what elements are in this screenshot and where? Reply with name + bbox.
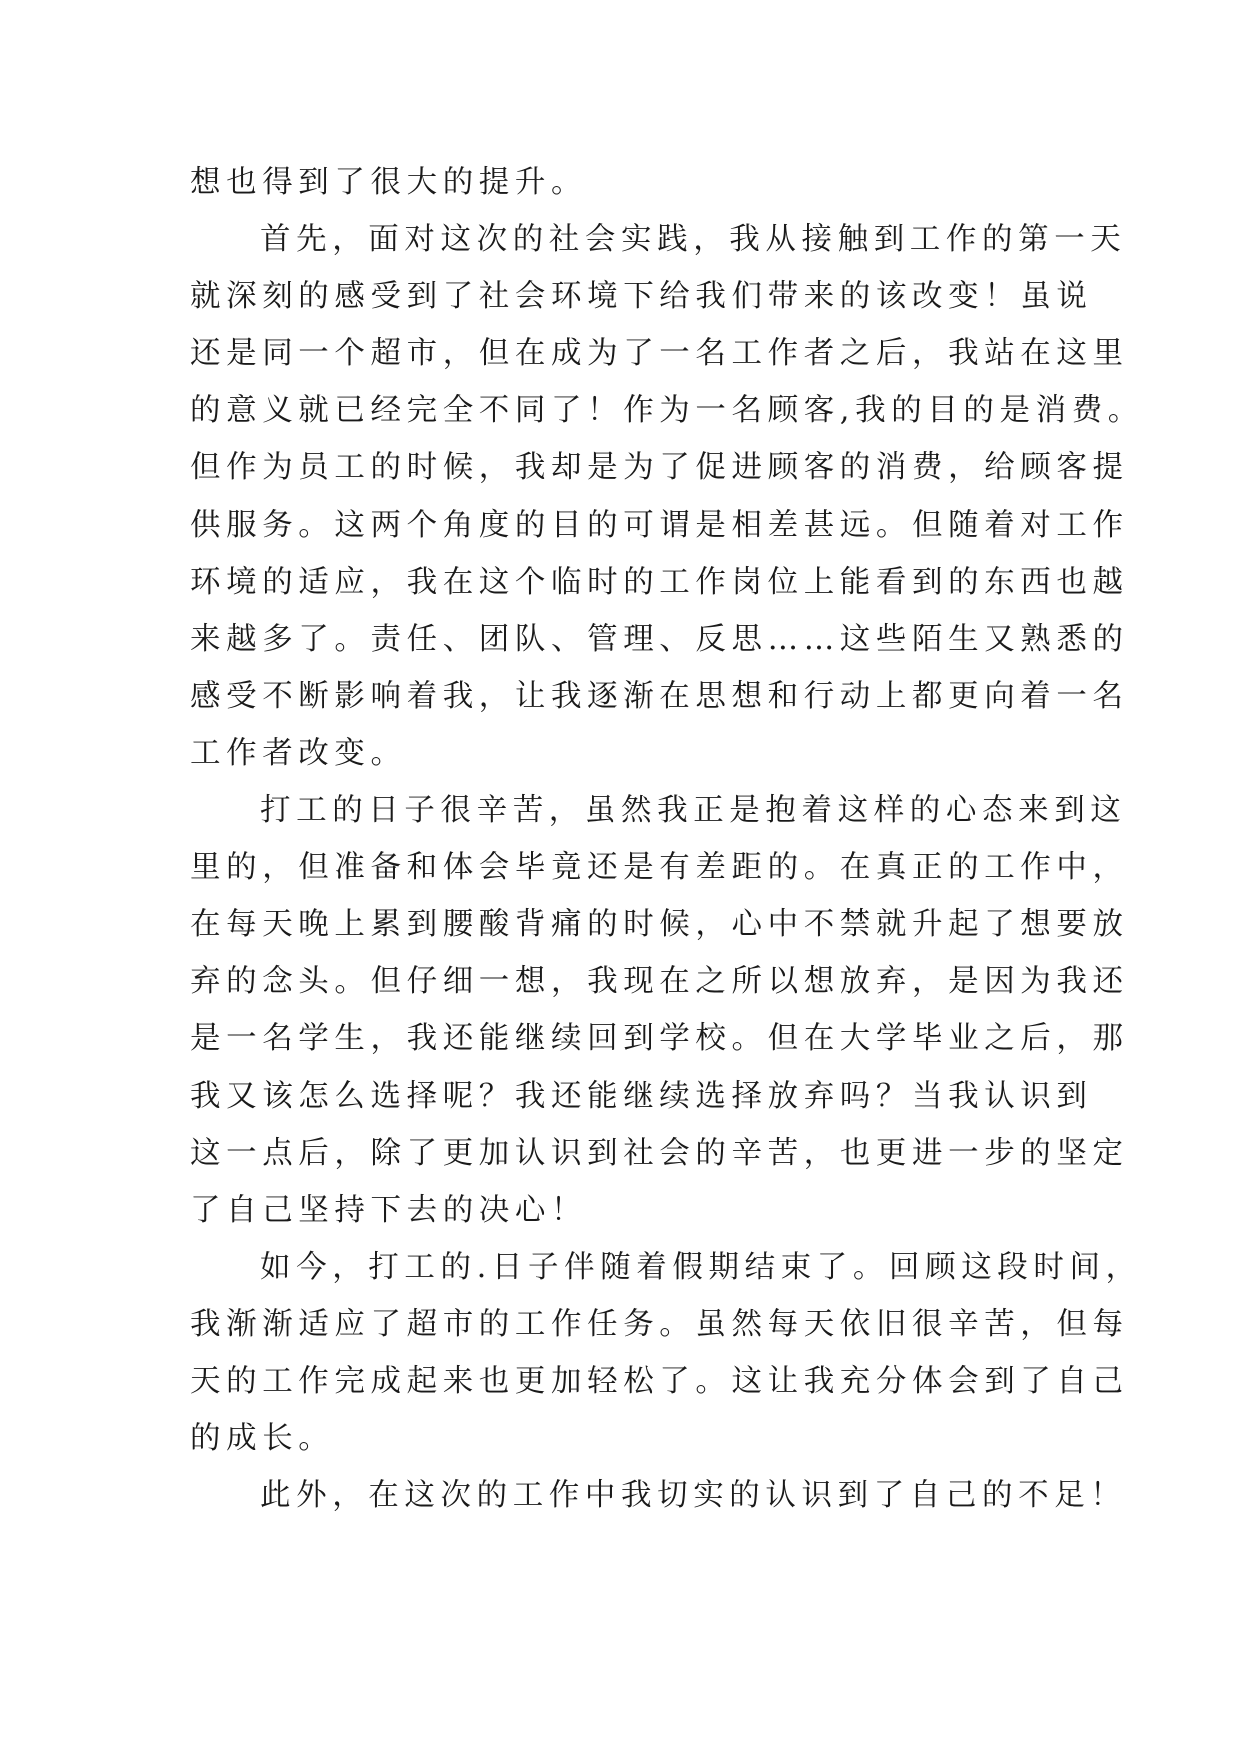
text-line: 此外，在这次的工作中我切实的认识到了自己的不足！ — [260, 1478, 1127, 1514]
text-line: 打工的日子很辛苦，虽然我正是抱着这样的心态来到这 — [260, 793, 1127, 829]
text-line: 天的工作完成起来也更加轻松了。这让我充分体会到了自己 — [190, 1363, 1129, 1399]
text-line: 里的，但准备和体会毕竟还是有差距的。在真正的工作中， — [190, 850, 1129, 886]
text-line: 首先，面对这次的社会实践，我从接触到工作的第一天 — [260, 222, 1127, 258]
text-line: 就深刻的感受到了社会环境下给我们带来的该改变！虽说 — [190, 279, 1093, 315]
text-line: 还是同一个超市，但在成为了一名工作者之后，我站在这里 — [190, 336, 1129, 372]
text-line: 感受不断影响着我，让我逐渐在思想和行动上都更向着一名 — [190, 678, 1129, 714]
text-line: 了自己坚持下去的决心！ — [190, 1192, 588, 1228]
text-line: 的成长。 — [190, 1421, 335, 1457]
text-line: 但作为员工的时候，我却是为了促进顾客的消费，给顾客提 — [190, 450, 1129, 486]
text-line: 的意义就已经完全不同了！作为一名顾客,我的目的是消费。 — [190, 393, 1144, 429]
text-line: 工作者改变。 — [190, 735, 407, 771]
text-line: 这一点后，除了更加认识到社会的辛苦，也更进一步的坚定 — [190, 1135, 1129, 1171]
text-line: 想也得到了很大的提升。 — [190, 165, 588, 200]
text-line: 如今，打工的.日子伴随着假期结束了。回顾这段时间， — [260, 1249, 1142, 1285]
text-line: 环境的适应，我在这个临时的工作岗位上能看到的东西也越 — [190, 564, 1129, 600]
text-line: 我又该怎么选择呢？我还能继续选择放弃吗？当我认识到 — [190, 1078, 1093, 1114]
text-line: 供服务。这两个角度的目的可谓是相差甚远。但随着对工作 — [190, 507, 1129, 543]
text-line: 我渐渐适应了超市的工作任务。虽然每天依旧很辛苦，但每 — [190, 1306, 1129, 1342]
text-line: 来越多了。责任、团队、管理、反思……这些陌生又熟悉的 — [190, 621, 1129, 657]
text-line: 在每天晚上累到腰酸背痛的时候，心中不禁就升起了想要放 — [190, 907, 1129, 943]
text-line: 是一名学生，我还能继续回到学校。但在大学毕业之后，那 — [190, 1021, 1129, 1057]
text-line: 弃的念头。但仔细一想，我现在之所以想放弃，是因为我还 — [190, 964, 1129, 1000]
body-text — [190, 154, 1144, 1524]
